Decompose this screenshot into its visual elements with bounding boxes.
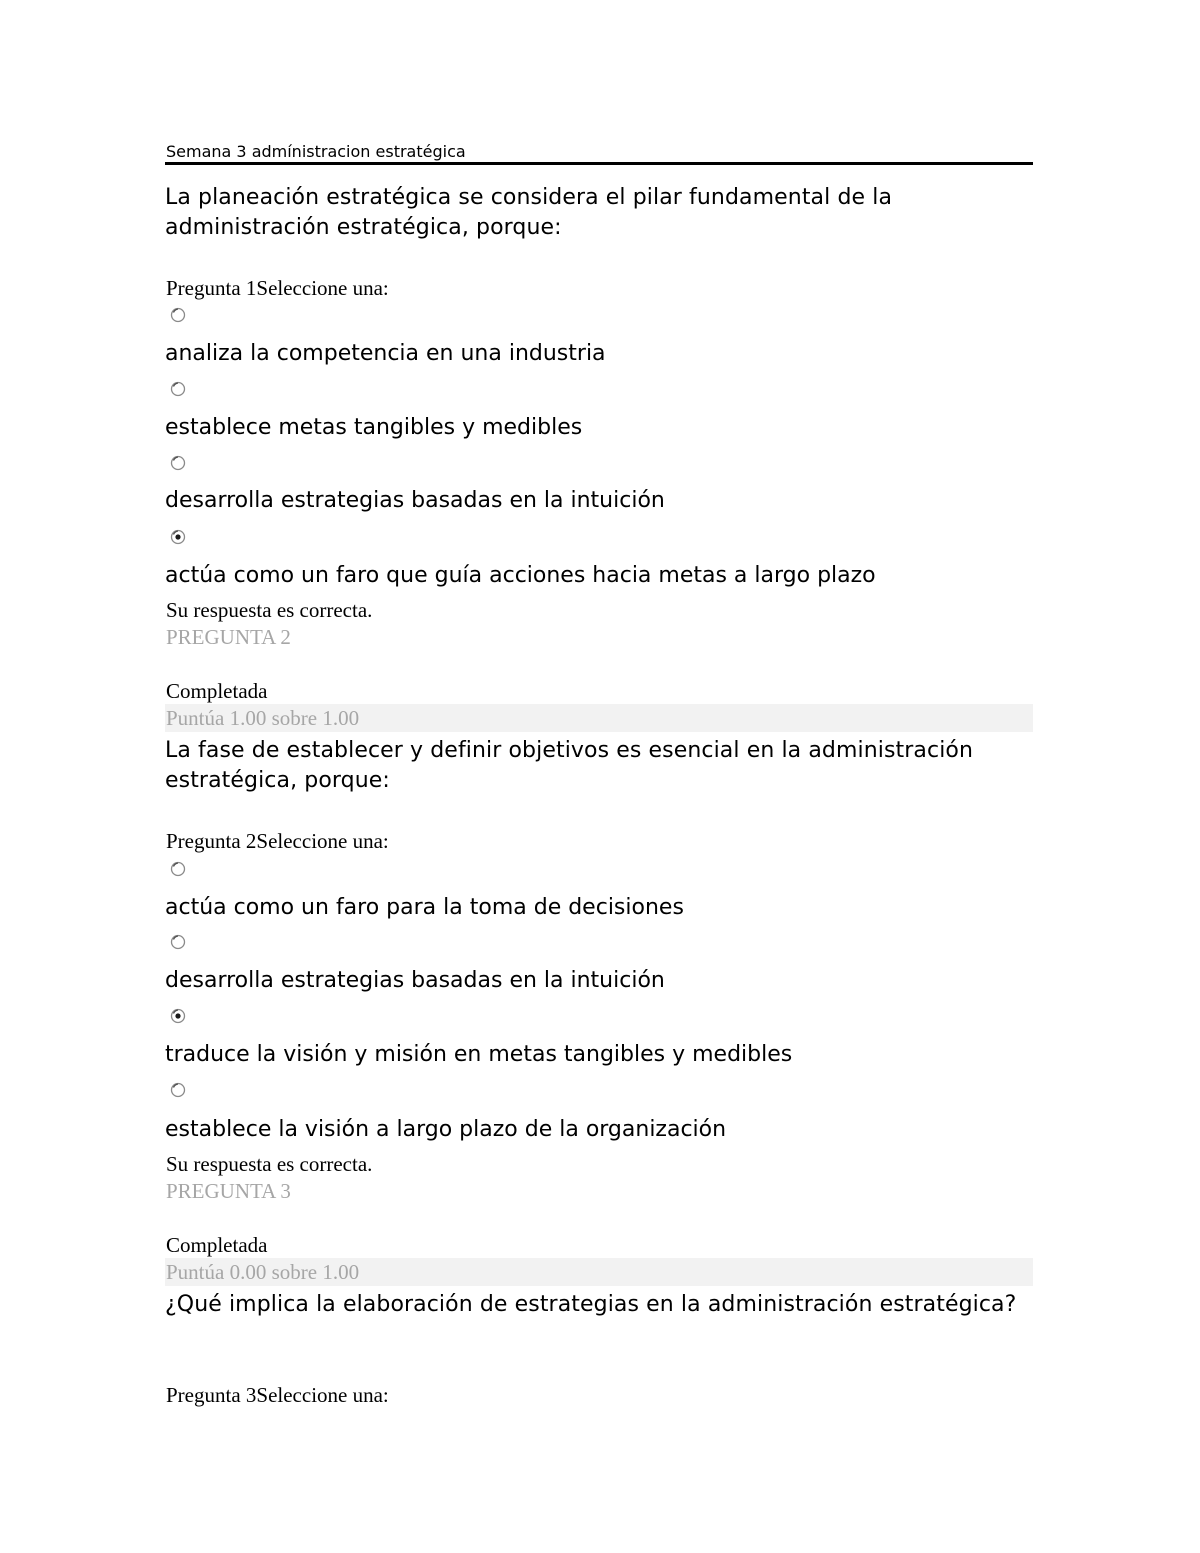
question-2-score-bar xyxy=(165,704,1033,732)
question-2-feedback: Su respuesta es correcta. xyxy=(166,1152,373,1176)
q1-option-3-label: desarrolla estrategias basadas en la intuición xyxy=(165,488,665,513)
question-3-text: ¿Qué implica la elaboración de estrategias en la administración estratégica? xyxy=(165,1292,1017,1317)
question-3-score-bar xyxy=(165,1258,1033,1286)
document-header: Semana 3 admínistracion estratégica xyxy=(165,141,1033,165)
question-1-text: La planeación estratégica se considera el pilar fundamental de la administración estratégica, porque: xyxy=(165,185,893,240)
q2-option-2-label: desarrolla estrategias basadas en la intuición xyxy=(165,968,665,993)
question-1-prompt: Pregunta 1Seleccione una: xyxy=(166,276,389,300)
q1-option-1-label: analiza la competencia en una industria xyxy=(165,341,606,366)
radio-q2-option-1[interactable] xyxy=(170,861,186,877)
question-2-text: La fase de establecer y definir objetivos es esencial en la administración estratégica, porque: xyxy=(165,738,974,793)
radio-q2-option-2[interactable] xyxy=(170,934,186,950)
radio-q1-option-2[interactable] xyxy=(170,381,186,397)
q2-option-4-label: establece la visión a largo plazo de la organización xyxy=(165,1117,727,1142)
question-2-prompt: Pregunta 2Seleccione una: xyxy=(166,829,389,853)
q2-option-3-label: traduce la visión y misión en metas tangibles y medibles xyxy=(165,1042,793,1067)
radio-q2-option-4[interactable] xyxy=(170,1082,186,1098)
radio-q1-option-4-selected[interactable] xyxy=(170,529,186,545)
question-1-feedback: Su respuesta es correcta. xyxy=(166,598,373,622)
question-3-heading: PREGUNTA 3 xyxy=(166,1179,291,1203)
question-3-score: Puntúa 0.00 sobre 1.00 xyxy=(166,1260,360,1284)
q1-option-2-label: establece metas tangibles y medibles xyxy=(165,415,583,440)
question-3-prompt: Pregunta 3Seleccione una: xyxy=(166,1383,389,1407)
radio-q1-option-3[interactable] xyxy=(170,455,186,471)
radio-q1-option-1[interactable] xyxy=(170,307,186,323)
document-page xyxy=(165,0,1033,1553)
q2-option-1-label: actúa como un faro para la toma de decisiones xyxy=(165,895,684,920)
q1-option-4-label: actúa como un faro que guía acciones hacia metas a largo plazo xyxy=(165,563,876,588)
question-3-status: Completada xyxy=(166,1233,268,1257)
question-2-heading: PREGUNTA 2 xyxy=(166,625,291,649)
question-2-status: Completada xyxy=(166,679,268,703)
radio-q2-option-3-selected[interactable] xyxy=(170,1008,186,1024)
question-2-score: Puntúa 1.00 sobre 1.00 xyxy=(166,706,360,730)
